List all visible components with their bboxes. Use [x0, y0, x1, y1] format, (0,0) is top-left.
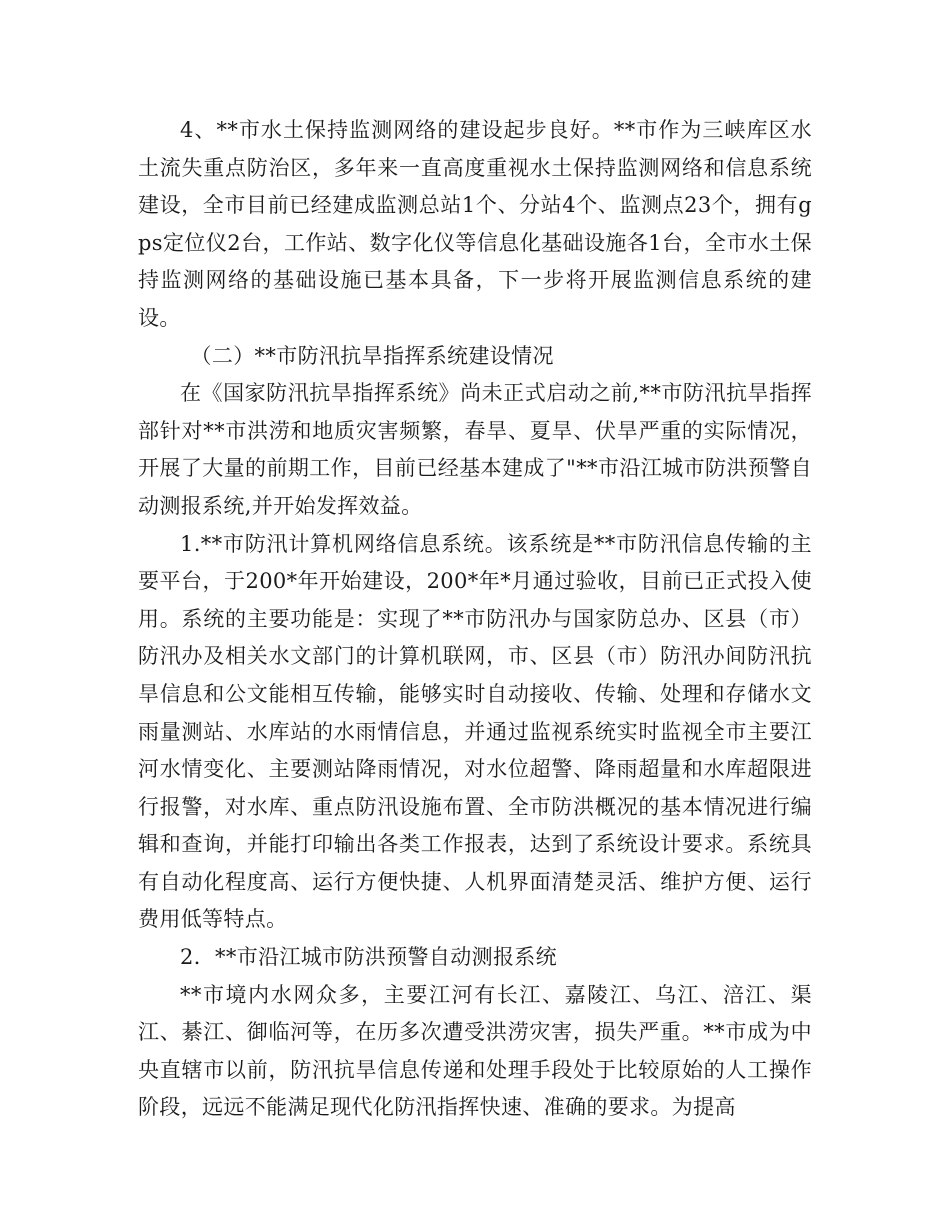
- paragraph-computer-network-system: 1.**市防汛计算机网络信息系统。该系统是**市防汛信息传输的主要平台，于200*年开始建设，200*年*月通过验收，目前已正式投入使用。系统的主要功能是：实现了**市防汛办与国家防总办、区县（市）防汛办及相关水文部门的计算机联网，市、区县（市）防汛办间防汛抗旱信息和公文能相互传输，能够实时自动接收、传输、处理和存储水文雨量测站、水库站的水雨情信息，并通过监视系统实时监视全市主要江河水情变化、主要测站降雨情况，对水位超警、降雨超量和水库超限进行报警，对水库、重点防汛设施布置、全市防洪概况的基本情况进行编辑和查询，并能打印输出各类工作报表，达到了系统设计要求。系统具有自动化程度高、运行方便快捷、人机界面清楚灵活、维护方便、运行费用低等特点。: [138, 531, 812, 932]
- paragraph-soil-monitoring-network: 4、**市水土保持监测网络的建设起步良好。**市作为三峡库区水土流失重点防治区，多年来一直高度重视水土保持监测网络和信息系统建设，全市目前已经建成监测总站1个、分站4个、监测点23个，拥有gps定位仪2台，工作站、数字化仪等信息化基础设施各1台，全市水土保持监测网络的基础设施已基本具备，下一步将开展监测信息系统的建设。: [138, 118, 812, 330]
- section-heading-flood-command-system: （二）**市防汛抗旱指挥系统建设情况: [190, 343, 554, 368]
- paragraph-water-network: **市境内水网众多，主要江河有长江、嘉陵江、乌江、涪江、渠江、綦江、御临河等，在历多次遭受洪涝灾害，损失严重。**市成为中央直辖市以前，防汛抗旱信息传递和处理手段处于比较原始的人工操作阶段，远远不能满足现代化防汛指挥快速、准确的要求。为提高: [138, 982, 812, 1120]
- paragraph-preliminary-work: 在《国家防汛抗旱指挥系统》尚未正式启动之前,**市防汛抗旱指挥部针对**市洪涝和地质灾害频繁，春旱、夏旱、伏旱严重的实际情况，开展了大量的前期工作，目前已经基本建成了"**市沿江城市防洪预警自动测报系统,并开始发挥效益。: [138, 381, 812, 518]
- subheading-riverside-warning-system: 2．**市沿江城市防洪预警自动测报系统: [180, 945, 558, 970]
